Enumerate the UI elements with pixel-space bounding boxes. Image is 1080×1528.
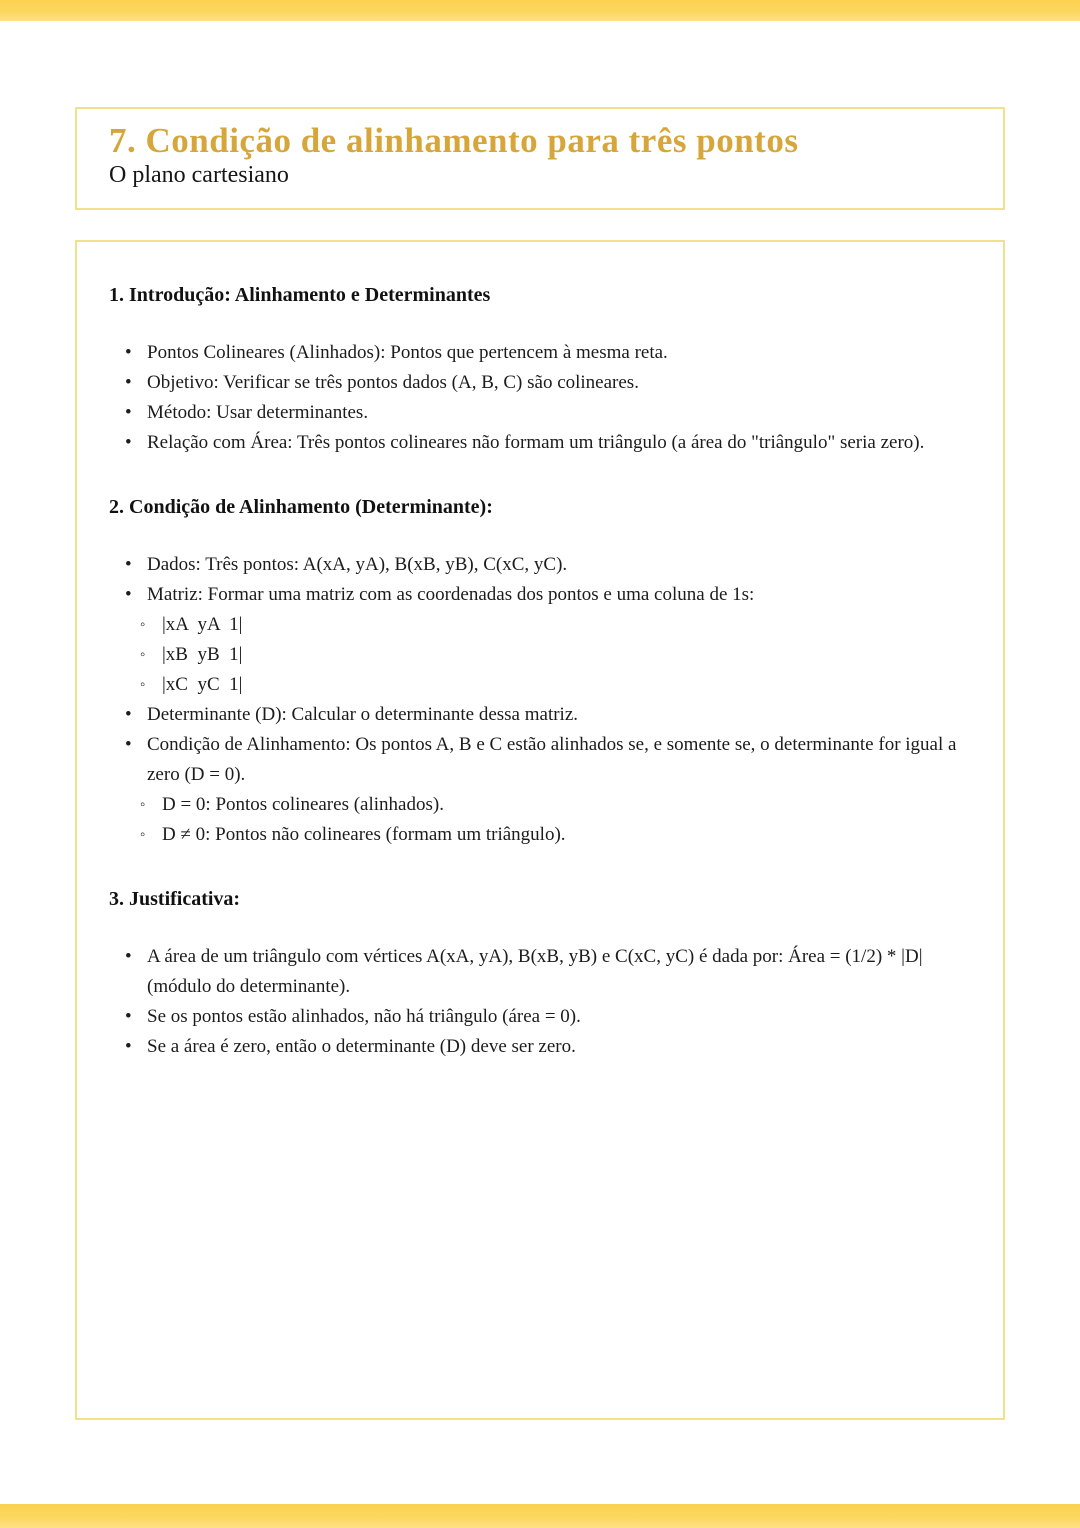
list-item-row — [125, 1032, 975, 1062]
sub-list-item-text: |xB yB 1| — [162, 644, 243, 665]
sub-list-item-row — [140, 790, 975, 820]
page-subtitle: O plano cartesiano — [109, 162, 289, 189]
bullet-icon: • — [125, 372, 132, 393]
sub-list-item-text: D ≠ 0: Pontos não colineares (formam um triângulo). — [162, 824, 566, 845]
list-item — [125, 700, 975, 730]
bullet-icon: • — [125, 584, 132, 605]
list-item-text: A área de um triângulo com vértices A(xA, yA), B(xB, yB) e C(xC, yC) é dada por: Área = (1/2) * |D| (módulo do determinante). — [147, 946, 928, 997]
list-item — [125, 730, 975, 850]
bullet-list — [109, 550, 975, 850]
section-heading: 3. Justificativa: — [109, 888, 241, 910]
section — [109, 282, 975, 458]
bullet-list — [109, 942, 975, 1062]
sub-list-item-text: D = 0: Pontos colineares (alinhados). — [162, 794, 444, 815]
bullet-icon: • — [125, 946, 132, 967]
list-item-row — [125, 428, 975, 458]
sub-list-item — [140, 820, 975, 850]
sub-list-item — [140, 610, 975, 640]
bullet-icon: • — [125, 342, 132, 363]
sub-list-item — [140, 670, 975, 700]
list-item-text: Se a área é zero, então o determinante (D) deve ser zero. — [147, 1036, 576, 1057]
list-item-row — [125, 942, 975, 1002]
section — [109, 494, 975, 850]
list-item-text: Dados: Três pontos: A(xA, yA), B(xB, yB), C(xC, yC). — [147, 554, 568, 575]
bullet-icon: • — [125, 734, 132, 755]
list-item-text: Matriz: Formar uma matriz com as coordenadas dos pontos e uma coluna de 1s: — [147, 584, 755, 605]
sub-list-item-row — [140, 640, 975, 670]
sub-list-item-row — [140, 610, 975, 640]
sub-list-item — [140, 790, 975, 820]
list-item-text: Condição de Alinhamento: Os pontos A, B e C estão alinhados se, e somente se, o determinante for igual a zero (D = 0). — [147, 734, 962, 785]
list-item-text: Determinante (D): Calcular o determinante dessa matriz. — [147, 704, 579, 725]
sub-list-item-row — [140, 670, 975, 700]
list-item-row — [125, 1002, 975, 1032]
circle-bullet-icon: ◦ — [140, 677, 146, 693]
circle-bullet-icon: ◦ — [140, 827, 146, 843]
bullet-icon: • — [125, 554, 132, 575]
list-item — [125, 1002, 975, 1032]
bottom-accent-bar — [0, 1504, 1080, 1528]
bullet-icon: • — [125, 1006, 132, 1027]
bullet-icon: • — [125, 1036, 132, 1057]
list-item-text: Relação com Área: Três pontos colineares não formam um triângulo (a área do "triângulo" seria zero). — [147, 432, 925, 453]
page-title: 7. Condição de alinhamento para três pontos — [109, 121, 799, 160]
list-item-text: Método: Usar determinantes. — [147, 402, 369, 423]
list-item — [125, 580, 975, 700]
bullet-icon: • — [125, 432, 132, 453]
bullet-icon: • — [125, 402, 132, 423]
sub-list-item-row — [140, 820, 975, 850]
section-heading: 1. Introdução: Alinhamento e Determinantes — [109, 284, 491, 306]
section-heading: 2. Condição de Alinhamento (Determinante): — [109, 496, 493, 518]
section — [109, 886, 975, 1062]
content-box — [75, 240, 1005, 1420]
sections-container — [109, 282, 975, 1062]
sub-list — [125, 790, 975, 850]
list-item-text: Pontos Colineares (Alinhados): Pontos que pertencem à mesma reta. — [147, 342, 668, 363]
top-accent-bar — [0, 0, 1080, 21]
list-item-row — [125, 398, 975, 428]
list-item — [125, 398, 975, 428]
list-item-row — [125, 580, 975, 610]
list-item-text: Objetivo: Verificar se três pontos dados (A, B, C) são colineares. — [147, 372, 639, 393]
bullet-list — [109, 338, 975, 458]
sub-list-item-text: |xC yC 1| — [162, 674, 243, 695]
circle-bullet-icon: ◦ — [140, 617, 146, 633]
list-item — [125, 428, 975, 458]
sub-list — [125, 610, 975, 700]
circle-bullet-icon: ◦ — [140, 797, 146, 813]
list-item-row — [125, 730, 975, 790]
list-item-row — [125, 338, 975, 368]
circle-bullet-icon: ◦ — [140, 647, 146, 663]
sub-list-item — [140, 640, 975, 670]
list-item — [125, 368, 975, 398]
list-item — [125, 550, 975, 580]
bullet-icon: • — [125, 704, 132, 725]
list-item — [125, 1032, 975, 1062]
list-item — [125, 942, 975, 1002]
sub-list-item-text: |xA yA 1| — [162, 614, 243, 635]
list-item-row — [125, 550, 975, 580]
list-item — [125, 338, 975, 368]
list-item-row — [125, 700, 975, 730]
list-item-text: Se os pontos estão alinhados, não há triângulo (área = 0). — [147, 1006, 581, 1027]
list-item-row — [125, 368, 975, 398]
header-box — [75, 107, 1005, 210]
